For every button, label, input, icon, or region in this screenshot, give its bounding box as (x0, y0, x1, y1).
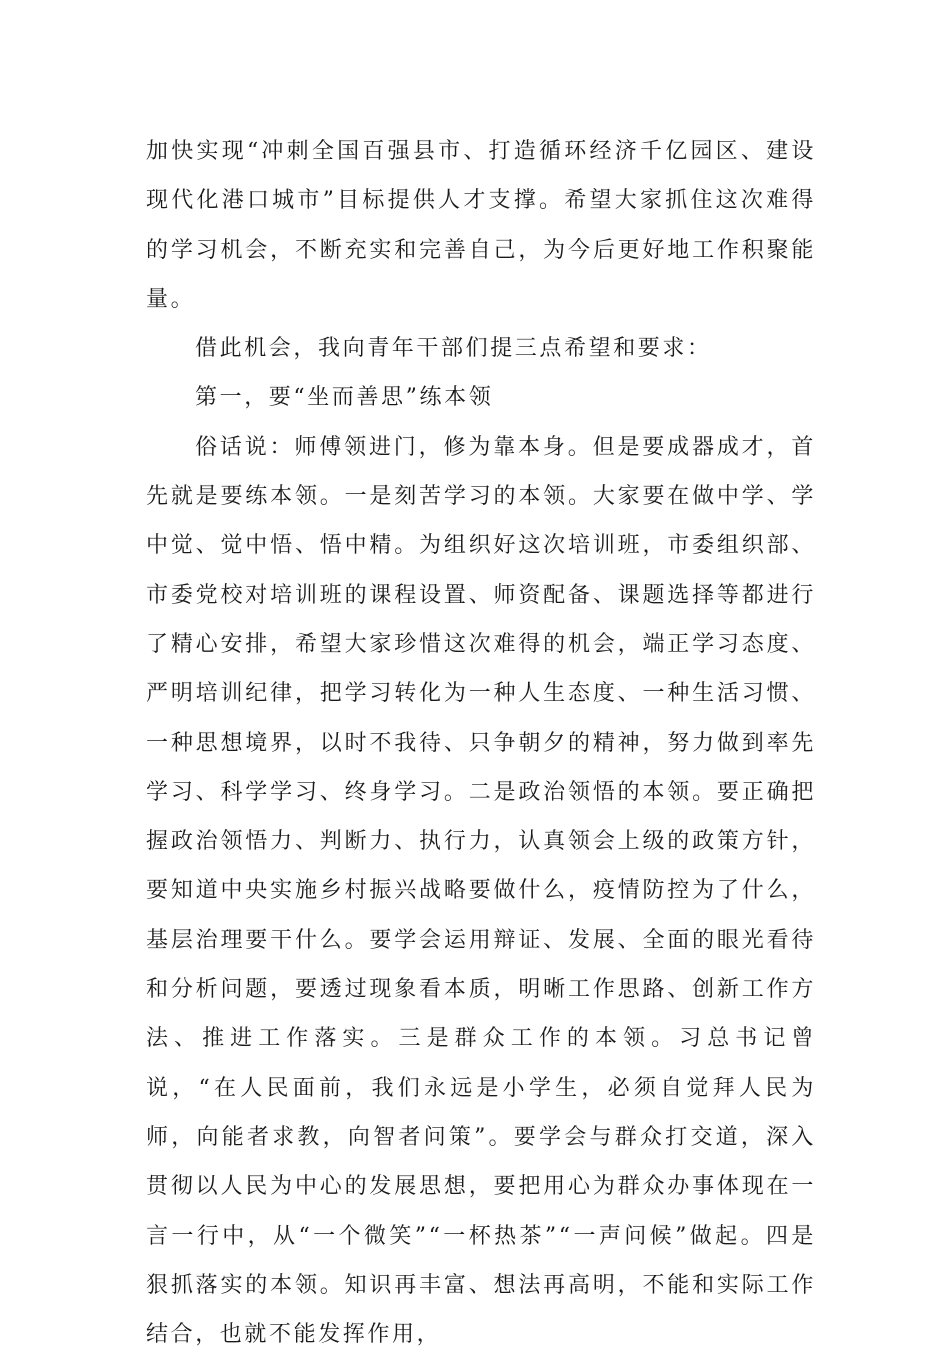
paragraph-continuation: 加快实现“冲刺全国百强县市、打造循环经济千亿园区、建设现代化港口城市”目标提供人才支撑。希望大家抓住这次难得的学习机会，不断充实和完善自己，为今后更好地工作积聚能量。 (146, 139, 816, 312)
document-body (146, 127, 816, 1359)
paragraph-intro: 借此机会，我向青年干部们提三点希望和要求： (195, 336, 712, 362)
paragraph-body: 俗话说：师傅领进门，修为靠本身。但是要成器成才，首先就是要练本领。一是刻苦学习的本领。大家要在做中学、学中觉、觉中悟、悟中精。为组织好这次培训班，市委组织部、市委党校对培训班的课程设置、师资配备、课题选择等都进行了精心安排，希望大家珍惜这次难得的机会，端正学习态度、严明培训纪律，把学习转化为一种人生态度、一种生活习惯、一种思想境界，以时不我待、只争朝夕的精神，努力做到率先学习、科学学习、终身学习。二是政治领悟的本领。要正确把握政治领悟力、判断力、执行力，认真领会上级的政策方针，要知道中央实施乡村振兴战略要做什么，疫情防控为了什么，基层治理要干什么。要学会运用辩证、发展、全面的眼光看待和分析问题，要透过现象看本质，明晰工作思路、创新工作方法、推进工作落实。三是群众工作的本领。习总书记曾说，“在人民面前，我们永远是小学生，必须自觉拜人民为师，向能者求教，向智者问策”。要学会与群众打交道，深入贯彻以人民为中心的发展思想，要把用心为群众办事体现在一言一行中，从“一个微笑”“一杯热茶”“一声问候”做起。四是狠抓落实的本领。知识再丰富、想法再高明，不能和实际工作结合，也就不能发挥作用， (146, 434, 816, 1348)
section-heading: 第一，要“坐而善思”练本领 (195, 385, 494, 411)
